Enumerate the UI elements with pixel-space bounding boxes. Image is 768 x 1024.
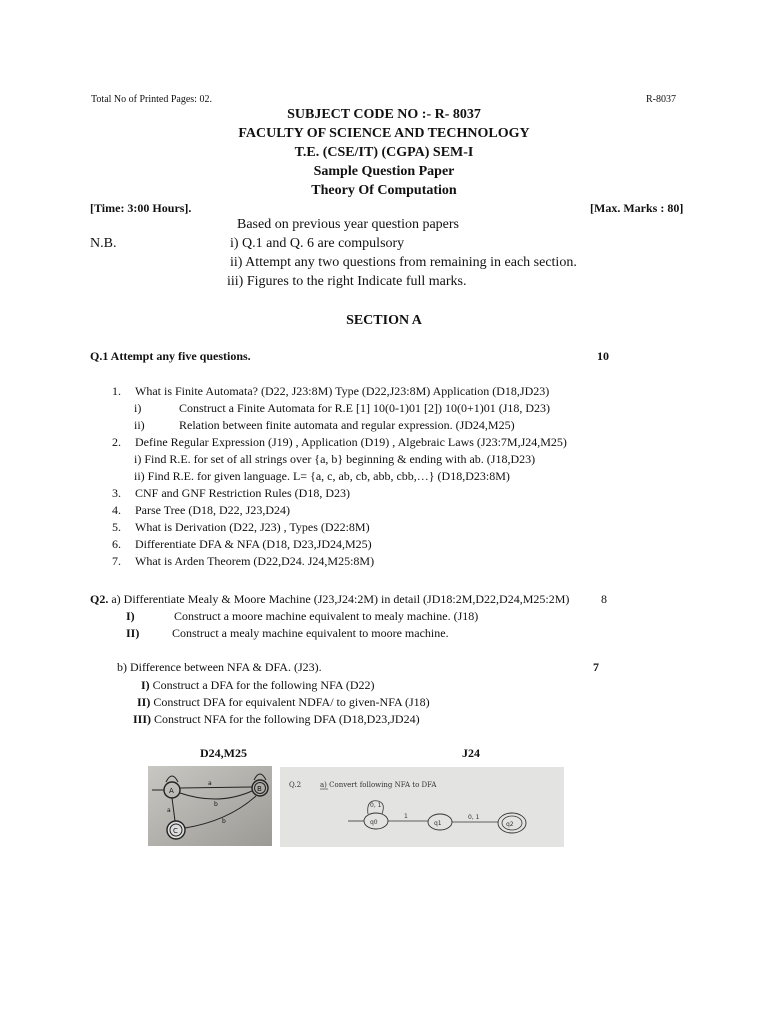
list-item: 1. What is Finite Automata? (D22, J23:8M) Type (D22,J23:8M) Application (D18,JD23) [112,384,550,398]
figure-instruction: a) Convert following NFA to DFA [320,781,437,789]
list-item: 6. Differentiate DFA & NFA (D18, D23,JD24,M25) [112,537,372,551]
q2-part-b-text: b) Difference between NFA & DFA. (J23). [117,660,322,674]
list-item: 4. Parse Tree (D18, D22, J23,D24) [112,503,290,517]
state-q2-label: q2 [506,821,514,828]
list-item: i) Find R.E. for set of all strings over {a, b} beginning & ending with ab. (J18,D23) [134,452,536,466]
subject-code: SUBJECT CODE NO :- R- 8037 [287,107,481,122]
q2-b-item: I) Construct a DFA for the following NFA (D22) [141,678,375,692]
figure-right-caption: J24 [462,746,480,760]
list-item: 3. CNF and GNF Restriction Rules (D18, D23) [112,486,350,500]
state-q0-label: q0 [370,819,378,826]
state-q1-label: q1 [434,820,442,827]
q1-list [112,383,567,570]
list-item: 7. What is Arden Theorem (D22,D24. J24,M25:8M) [112,554,375,568]
nfa-diagram-right [280,767,564,847]
time-label: [Time: 3:00 Hours]. [90,201,192,215]
edge-label: a [167,807,171,814]
list-item: 2. Define Regular Expression (J19) , Application (D19) , Algebraic Laws (J23:7M,J24,M25) [112,435,567,449]
list-item: ii) Relation between finite automata and regular expression. (JD24,M25) [134,418,515,432]
q2-part-a-text: a) Differentiate Mealy & Moore Machine (J23,J24:2M) in detail (JD18:2M,D22,D24,M25:2M) [111,592,570,606]
based-on-note: Based on previous year question papers [237,217,459,232]
q1-marks: 10 [597,349,609,363]
q1-label: Q.1 Attempt any five questions. [90,349,251,363]
nb-item: i) Q.1 and Q. 6 are compulsory [230,236,405,251]
paper-type: Sample Question Paper [313,164,455,179]
q2-b-item: III) Construct NFA for the following DFA (D18,D23,JD24) [133,712,420,726]
figure-left-caption: D24,M25 [200,746,247,760]
q2-part-a [90,592,569,607]
q2-a-item: II) Construct a mealy machine equivalent to moore machine. [126,626,449,640]
nb-item: ii) Attempt any two questions from remaining in each section. [230,255,577,270]
faculty-title: FACULTY OF SCIENCE AND TECHNOLOGY [238,126,530,141]
nb-item: iii) Figures to the right Indicate full marks. [227,274,467,289]
loop-label: 0, 1 [370,802,382,809]
edge-label: 1 [404,813,408,820]
list-item: ii) Find R.E. for given language. L= {a, c, ab, cb, abb, cbb,…} (D18,D23:8M) [134,469,510,483]
list-item: 5. What is Derivation (D22, J23) , Types (D22:8M) [112,520,370,534]
q2-b-item: II) Construct DFA for equivalent NDFA/ to given-NFA (J18) [137,695,430,709]
paper-code: R-8037 [646,94,676,105]
figure-left-automaton [148,766,272,846]
automaton-diagram-left [148,766,272,846]
q2-part-a-marks: 8 [601,592,607,606]
state-c-label: C [173,827,178,835]
section-a-title: SECTION A [346,313,422,328]
edge-label: a [208,780,212,787]
nb-label: N.B. [90,236,117,251]
edge-label: b [222,818,226,825]
max-marks-label: [Max. Marks : 80] [590,201,684,215]
q2-label: Q2. [90,592,109,606]
list-item: i) Construct a Finite Automata for R.E [1] 10(0-1)01 [2]) 10(0+1)01 (J18, D23) [134,401,551,415]
edge-label: 0, 1 [468,814,480,821]
state-a-label: A [169,787,174,795]
subject-title: Theory Of Computation [311,183,457,198]
state-b-label: B [257,785,262,793]
figure-question-number: Q.2 [289,781,302,789]
figure-right-nfa [280,767,564,847]
course-title: T.E. (CSE/IT) (CGPA) SEM-I [294,145,474,160]
q2-part-b-marks: 7 [593,660,599,674]
edge-label: b [214,801,218,808]
q2-a-item: I) Construct a moore machine equivalent to mealy machine. (J18) [126,609,479,623]
printed-pages-note: Total No of Printed Pages: 02. [91,94,212,105]
